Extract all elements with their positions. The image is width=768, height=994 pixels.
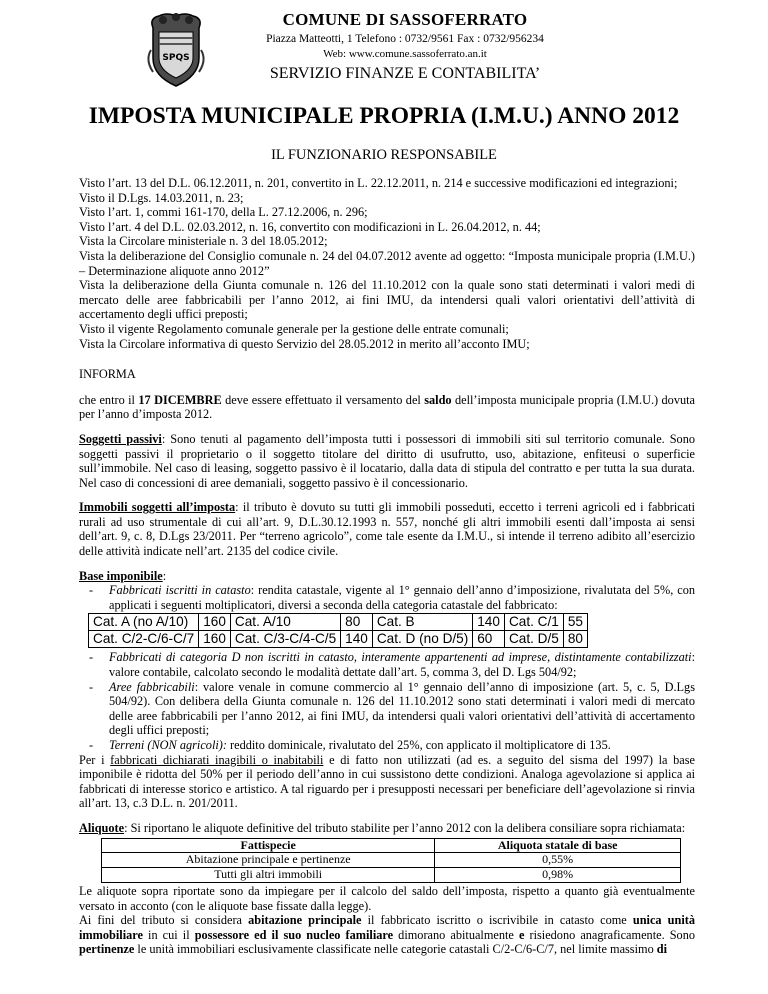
category-cell: Cat. A (no A/10) (89, 614, 199, 631)
deadline-date: 17 DICEMBRE (138, 392, 222, 407)
document-title: IMPOSTA MUNICIPALE PROPRIA (I.M.U.) ANNO 2012 (88, 103, 680, 129)
multiplier-cell: 60 (473, 631, 505, 648)
base-heading: Base imponibile (79, 568, 163, 583)
municipality-website: Web: www.comune.sassoferrato.an.it (323, 48, 487, 60)
premise-item: Visto l’art. 1, commi 161-170, della L. 27.12.2006, n. 296; (79, 205, 368, 220)
soggetti-paragraph: Soggetti passivi: Sono tenuti al pagamento dell’imposta tutti i possessori di immobili siti sul territorio comunale. Sono soggetti passivi il proprietario o il soggetto titolare del diritto di usufrutto, uso, abitazione, enfiteusi o superficie sull’immobile. Nel caso di leasing, soggetto passivo è il locatario, dalla data di stipula del contratto e per tutta la sua durata. Nel caso di concessioni di aree demaniali, soggetto passivo è il concessionario. (79, 431, 695, 490)
immobili-heading: Immobili soggetti all’imposta (79, 500, 236, 515)
table-cell: Tutti gli altri immobili (102, 868, 435, 883)
category-cell: Cat. B (372, 614, 472, 631)
aliquote-paragraph: Aliquote: Si riportano le aliquote definitive del tributo stabilite per l’anno 2012 con la delibera consiliare sopra richiamata: (79, 820, 686, 835)
table-row (102, 853, 681, 868)
informa-heading: INFORMA (79, 367, 136, 382)
multiplier-cell: 140 (341, 631, 373, 648)
document-body (79, 176, 695, 957)
office-name: SERVIZIO FINANZE E CONTABILITA’ (269, 65, 541, 82)
premise-item: Visto l’art. 13 del D.L. 06.12.2011, n. 201, convertito in L. 22.12.2011, n. 214 e successive modificazioni ed integrazioni; (79, 176, 678, 190)
base-item-terreni: - Terreni (NON agricoli): reddito dominicale, rivalutato del 25%, con applicato il moltiplicatore di 135. (89, 738, 611, 752)
municipal-crest-icon (145, 10, 207, 90)
aliquote-heading: Aliquote (79, 820, 125, 835)
table-row (89, 614, 588, 631)
premise-item: Visto l’art. 4 del D.L. 02.03.2012, n. 16, convertito con modificazioni in L. 26.04.2012, n. 44; (79, 219, 541, 234)
premises-list (79, 176, 695, 351)
soggetti-heading: Soggetti passivi (79, 431, 162, 446)
category-cell: Cat. D (no D/5) (372, 631, 472, 648)
base-item-aree: - Aree fabbricabili: valore venale in comune commercio al 1° gennaio dell’anno di imposizione (art. 5, c. 5, D.Lgs 504/92). Con delibera della Giunta comunale n. 126 del 11.10.2012 sono stati determinati i valori medi di mercato delle aree fabbricabili per l’anno 2012, ai fini IMU, da intendersi quali valori orientativi dell’attività di accertamento degli uffici preposti; (89, 679, 695, 738)
table-cell: 0,55% (435, 853, 681, 868)
multiplier-cell: 160 (199, 631, 231, 648)
multipliers-table (88, 613, 588, 648)
premise-item: Vista la deliberazione della Giunta comunale n. 126 del 11.10.2012 con la quale sono stati determinati i valori medi di mercato delle aree fabbricabili per l’anno 2012, ai fini IMU, da intendersi quali valori orientativi dell’attività di accertamento degli uffici preposti; (79, 278, 695, 322)
inagibili-paragraph: Per i fabbricati dichiarati inagibili o inabitabili e di fatto non utilizzati (ad es. a seguito del sisma del 1997) la base imponibile è ridotta del 50% per il periodo dell’anno in cui sussistono dette condizioni. Analoga agevolazione si applica ai fabbricati di interesse storico e artistico. A tal riguardo per i presupposti necessari per beneficiare dell’agevolazione si rinvia all’art. 13, c.3 D.L. n. 201/2011. (79, 752, 695, 811)
premise-item: Visto il D.Lgs. 14.03.2011, n. 23; (79, 190, 244, 205)
municipality-address: Piazza Matteotti, 1 Telefono : 0732/9561 Fax : 0732/956234 (266, 33, 544, 45)
table-row (89, 631, 588, 648)
table-cell: Abitazione principale e pertinenze (102, 853, 435, 868)
category-cell: Cat. C/3-C/4-C/5 (230, 631, 340, 648)
category-cell: Cat. C/2-C/6-C/7 (89, 631, 199, 648)
multiplier-cell: 80 (341, 614, 373, 631)
base-heading-line: Base imponibile: (79, 568, 167, 583)
multiplier-cell: 55 (563, 614, 587, 631)
category-cell: Cat. D/5 (504, 631, 563, 648)
aliquote-note: Le aliquote sopra riportate sono da impiegare per il calcolo del saldo dell’imposta, rispetto a quanto già eventualmente versato in acconto (con le aliquote base fissate dalla legge). (79, 883, 695, 913)
premise-item: Visto il vigente Regolamento comunale generale per la gestione delle entrate comunali; (79, 321, 509, 336)
premise-item: Vista la Circolare ministeriale n. 3 del 18.05.2012; (79, 234, 328, 249)
multiplier-cell: 140 (473, 614, 505, 631)
municipality-name: COMUNE DI SASSOFERRATO (282, 10, 528, 29)
column-header: Fattispecie (102, 838, 435, 853)
immobili-paragraph: Immobili soggetti all’imposta: il tributo è dovuto su tutti gli immobili posseduti, eccetto i terreni agricoli ed i fabbricati rurali ad uso strumentale di cui all’art. 9, D.L.30.12.1993 n. 557, nonché gli altri immobili esenti dall’imposta ai sensi dell’art. 9, c. 8, D.Lgs 23/2011. Per “terreno agricolo”, come tale esente da I.M.U., si intende il terreno adibito all’esercizio delle attività indicate nell’art. 2135 del codice civile. (79, 500, 695, 559)
aliquote-table (101, 838, 681, 883)
premise-item: Vista la deliberazione del Consiglio comunale n. 24 del 04.07.2012 avente ad oggetto: “Imposta municipale propria (I.M.U.) – Determinazione aliquote anno 2012” (79, 248, 695, 278)
table-header-row (102, 838, 681, 853)
base-item-catd: - Fabbricati di categoria D non iscritti in catasto, interamente appartenenti ad imprese, distintamente contabilizzati: valore contabile, calcolato secondo le modalità dettate dall’art. 5, comma 3, del D. Lgs 504/92; (89, 650, 695, 680)
multiplier-cell: 80 (563, 631, 587, 648)
table-cell: 0,98% (435, 868, 681, 883)
category-cell: Cat. C/1 (504, 614, 563, 631)
multiplier-cell: 160 (199, 614, 231, 631)
issuer-title: IL FUNZIONARIO RESPONSABILE (271, 147, 497, 163)
column-header: Aliquota statale di base (435, 838, 681, 853)
abitazione-paragraph: Ai fini del tributo si considera abitazione principale il fabbricato iscritto o iscrivibile in catasto come unica unità immobiliare in cui il possessore ed il suo nucleo familiare dimorano abitualmente e risiedono anagraficamente. Sono pertinenze le unità immobiliari esclusivamente classificate nelle categorie catastali C/2-C/6-C/7, nel limite massimo di (79, 913, 695, 957)
category-cell: Cat. A/10 (230, 614, 340, 631)
table-row (102, 868, 681, 883)
crest-text: SPQS (162, 53, 190, 63)
premise-item: Vista la Circolare informativa di questo Servizio del 28.05.2012 in merito all’acconto IMU; (79, 336, 530, 351)
base-item-catasto: - Fabbricati iscritti in catasto: rendita catastale, vigente al 1° gennaio dell’anno d’imposizione, rivalutata del 5%, con applicati i seguenti moltiplicatori, diversi a seconda della categoria catastale del fabbricato: (89, 583, 695, 612)
informa-paragraph: che entro il 17 DICEMBRE deve essere effettuato il versamento del saldo dell’imposta municipale propria (I.M.U.) dovuta per l’anno d’imposta 2012. (79, 392, 696, 422)
